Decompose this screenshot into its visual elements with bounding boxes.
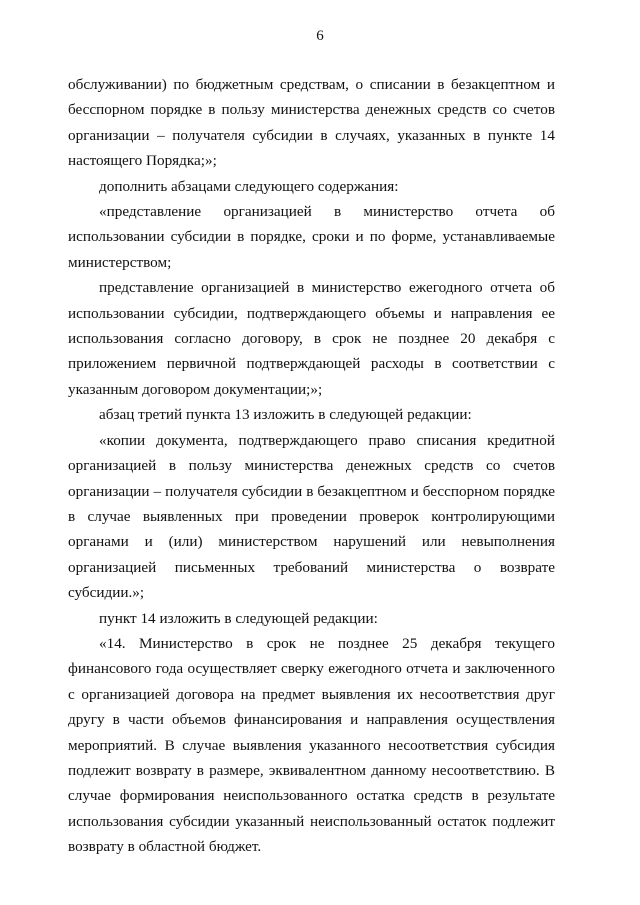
paragraph-amendment-intro: дополнить абзацами следующего содержания: [99, 177, 399, 195]
paragraph-annual-report: представление организацией в министерство ежегодного отчета об использовании субсидии, подтверждающего объемы и направления ее использования согласно договору, в срок не позднее 20 декабря с приложением первичной подтверждающей расходы в соответствии с указанным договором документации;»; [68, 279, 555, 398]
document-body [68, 72, 555, 860]
paragraph-clause-13-text: «копии документа, подтверждающего право списания кредитной организацией в пользу министерства денежных средств со счетов организации – получателя субсидии в безакцептном и бесспорном порядке в случае выявленных при проведении проверок контролирующими органами и (или) министерством нарушений или невыполнения организацией письменных требований министерства о возврате субсидии.»; [68, 431, 555, 602]
paragraph-continuation: обслуживании) по бюджетным средствам, о списании в безакцептном и бесспорном порядке в пользу министерства денежных средств со счетов организации – получателя субсидии в случаях, указанных в пункте 14 настоящего Порядка;»; [68, 76, 555, 170]
paragraph-report-requirement: «представление организацией в министерство отчета об использовании субсидии в порядке, сроки и по форме, устанавливаемые министерством; [68, 203, 555, 271]
page-number: 6 [316, 28, 324, 44]
paragraph-clause-14-intro: пункт 14 изложить в следующей редакции: [99, 609, 378, 627]
paragraph-clause-13-intro: абзац третий пункта 13 изложить в следующей редакции: [99, 406, 472, 424]
paragraph-clause-14-text: «14. Министерство в срок не позднее 25 декабря текущего финансового года осуществляет сверку ежегодного отчета и заключенного с организацией договора на предмет выявления их несоответствия друг другу в части объемов финансирования и направления осуществления мероприятий. В случае выявления указанного несоответствия субсидия подлежит возврату в размере, эквивалентном данному несоответствию. В случае формирования неиспользованного остатка средств в результате использования субсидии указанный неиспользованный остаток подлежит возврату в областной бюджет. [68, 634, 555, 856]
